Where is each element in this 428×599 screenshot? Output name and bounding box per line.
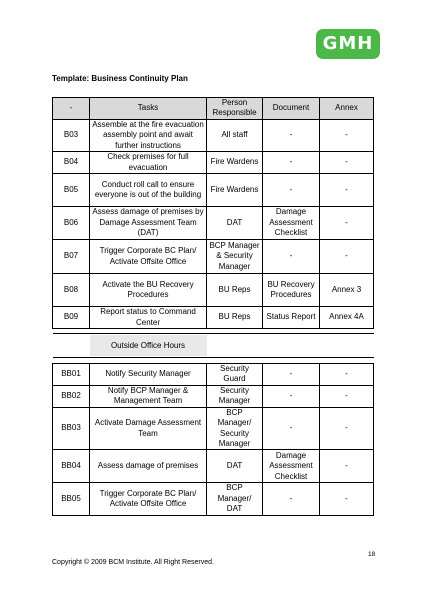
row-id: BB04 [53,450,90,483]
row-task: Activate the BU Recovery Procedures [90,274,207,307]
table-header-row [53,98,374,120]
table-row [53,119,374,151]
row-document: - [263,364,320,386]
row-task: Activate Damage Assessment Team [90,407,207,450]
row-annex: - [320,240,374,274]
row-annex: - [320,174,374,207]
row-task: Trigger Corporate BC Plan/ Activate Offsite Office [90,483,207,515]
row-id: B09 [53,307,90,329]
row-task: Assess damage of premises [90,450,207,483]
row-task: Notify Security Manager [90,364,207,386]
row-document: - [263,119,320,151]
table-row [53,207,374,240]
row-annex: Annex 3 [320,274,374,307]
header-tasks: Tasks [90,98,207,120]
row-id: B07 [53,240,90,274]
row-annex: - [320,407,374,450]
row-id: B08 [53,274,90,307]
row-id: BB02 [53,385,90,407]
row-task: Notify BCP Manager & Management Team [90,385,207,407]
table-row [53,483,374,515]
row-document: - [263,174,320,207]
row-id: BB01 [53,364,90,386]
section-row [53,334,374,358]
row-document: BU Recovery Procedures [263,274,320,307]
row-task: Check premises for full evacuation [90,152,207,174]
table-row [53,152,374,174]
table-row [53,385,374,407]
row-person: BCP Manager/ Security Manager [207,407,263,450]
row-annex: - [320,364,374,386]
row-annex: - [320,450,374,483]
row-id: BB05 [53,483,90,515]
table-row [53,407,374,450]
row-document: - [263,483,320,515]
row-task: Assess damage of premises by Damage Assessment Team (DAT) [90,207,207,240]
table-row [53,240,374,274]
header-document: Document [263,98,320,120]
row-person: BU Reps [207,274,263,307]
row-id: B04 [53,152,90,174]
business-continuity-table [52,97,374,516]
table-row [53,274,374,307]
row-person: DAT [207,207,263,240]
row-person: Fire Wardens [207,152,263,174]
row-person: Security Manager [207,385,263,407]
row-id: B05 [53,174,90,207]
gmh-logo: GMH [316,29,380,59]
row-task: Assemble at the fire evacuation assembly point and await further instructions [90,119,207,151]
section-label-outside-office-hours: Outside Office Hours [90,335,207,356]
page-number: 18 [368,551,376,558]
row-annex: - [320,152,374,174]
row-person: BU Reps [207,307,263,329]
row-annex: - [320,483,374,515]
row-document: Damage Assessment Checklist [263,450,320,483]
row-person: All staff [207,119,263,151]
row-document: - [263,152,320,174]
document-title: Template: Business Continuity Plan [52,74,188,83]
row-person: DAT [207,450,263,483]
row-annex: - [320,119,374,151]
row-task: Trigger Corporate BC Plan/ Activate Offsite Office [90,240,207,274]
table-row [53,174,374,207]
row-document: Damage Assessment Checklist [263,207,320,240]
row-annex: Annex 4A [320,307,374,329]
table-row [53,450,374,483]
row-person: BCP Manager & Security Manager [207,240,263,274]
table-row [53,307,374,329]
row-id: B06 [53,207,90,240]
row-person: BCP Manager/ DAT [207,483,263,515]
row-id: B03 [53,119,90,151]
row-annex: - [320,207,374,240]
row-document: - [263,385,320,407]
row-person: Security Guard [207,364,263,386]
row-document: - [263,240,320,274]
row-task: Conduct roll call to ensure everyone is out of the building [90,174,207,207]
row-document: Status Report [263,307,320,329]
row-document: - [263,407,320,450]
header-person-responsible: Person Responsible [207,98,263,120]
header-annex: Annex [320,98,374,120]
row-person: Fire Wardens [207,174,263,207]
copyright-text: Copyright © 2009 BCM Institute. All Right Reserved. [52,559,214,566]
header-id: - [53,98,90,120]
row-task: Report status to Command Center [90,307,207,329]
row-id: BB03 [53,407,90,450]
table-row [53,364,374,386]
row-annex: - [320,385,374,407]
